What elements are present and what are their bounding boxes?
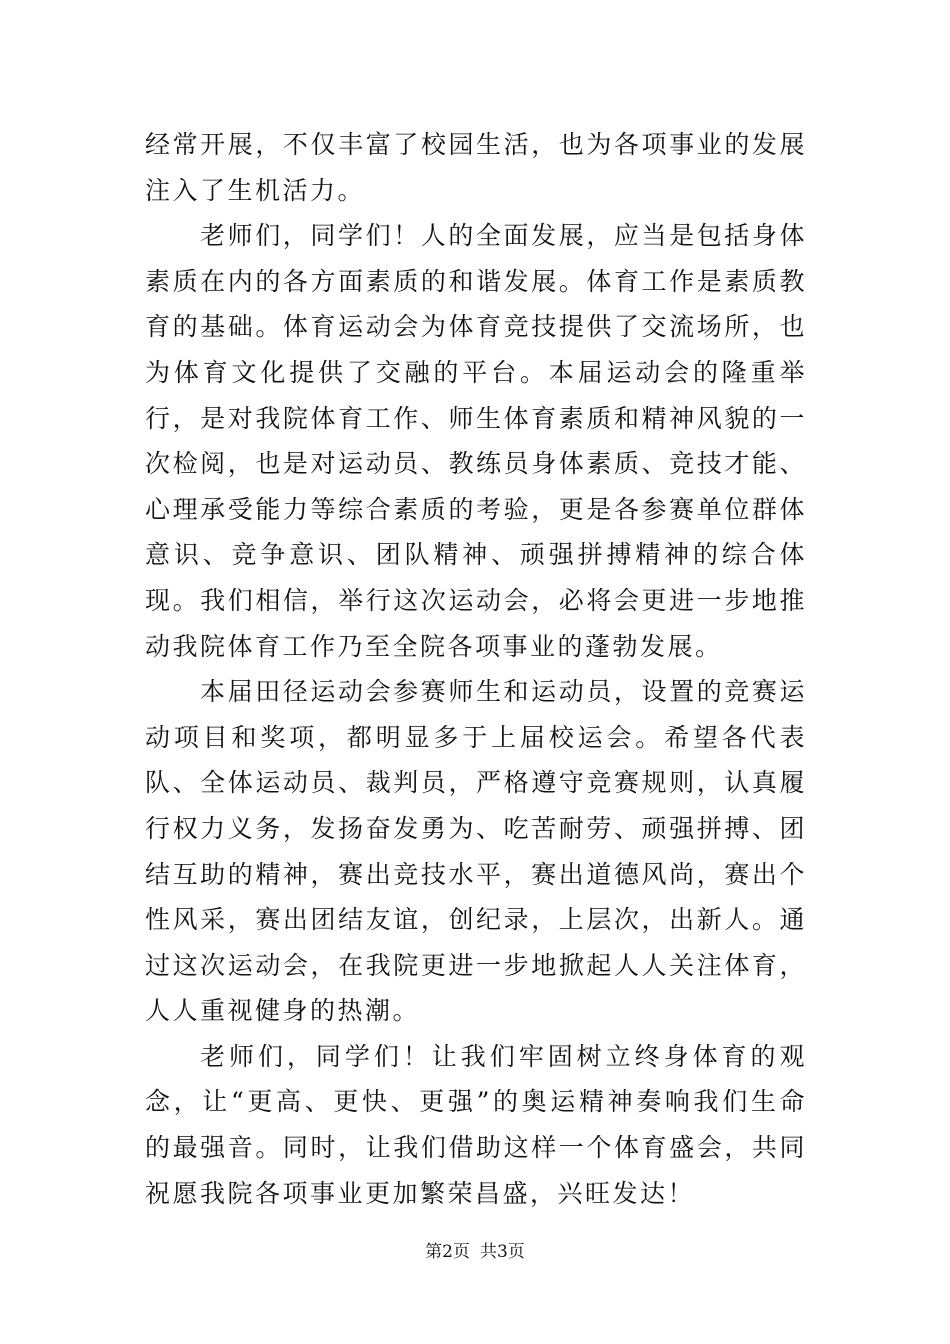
paragraph-3: 本届田径运动会参赛师生和运动员，设置的竞赛运动项目和奖项，都明显多于上届校运会。希望各代表队、全体运动员、裁判员，严格遵守竞赛规则，认真履行权力义务，发扬奋发勇为、吃苦耐劳、顽强拼搏、团结互助的精神，赛出竞技水平，赛出道德风尚，赛出个性风采，赛出团结友谊，创纪录，上层次，出新人。通过这次运动会，在我院更进一步地掀起人人关注体育，人人重视健身的热潮。 <box>145 677 807 1026</box>
paragraph-2: 老师们，同学们！人的全面发展，应当是包括身体素质在内的各方面素质的和谐发展。体育工作是素质教育的基础。体育运动会为体育竞技提供了交流场所，也为体育文化提供了交融的平台。本届运动会的隆重举行，是对我院体育工作、师生体育素质和精神风貌的一次检阅，也是对运动员、教练员身体素质、竞技才能、心理承受能力等综合素质的考验，更是各参赛单位群体意识、竞争意识、团队精神、顽强拼搏精神的综合体现。我们相信，举行这次运动会，必将会更进一步地推动我院体育工作乃至全院各项事业的蓬勃发展。 <box>145 221 807 661</box>
document-body <box>145 122 807 1216</box>
paragraph-4: 老师们，同学们！让我们牢固树立终身体育的观念，让“更高、更快、更强”的奥运精神奏响我们生命的最强音。同时，让我们借助这样一个体育盛会，共同祝愿我院各项事业更加繁荣昌盛，兴旺发达！ <box>145 1041 807 1208</box>
page-footer <box>0 1237 950 1262</box>
page-number: 第2页 <box>425 1242 470 1262</box>
total-pages: 共3页 <box>480 1242 525 1262</box>
paragraph-1: 经常开展，不仅丰富了校园生活，也为各项事业的发展注入了生机活力。 <box>145 130 807 205</box>
